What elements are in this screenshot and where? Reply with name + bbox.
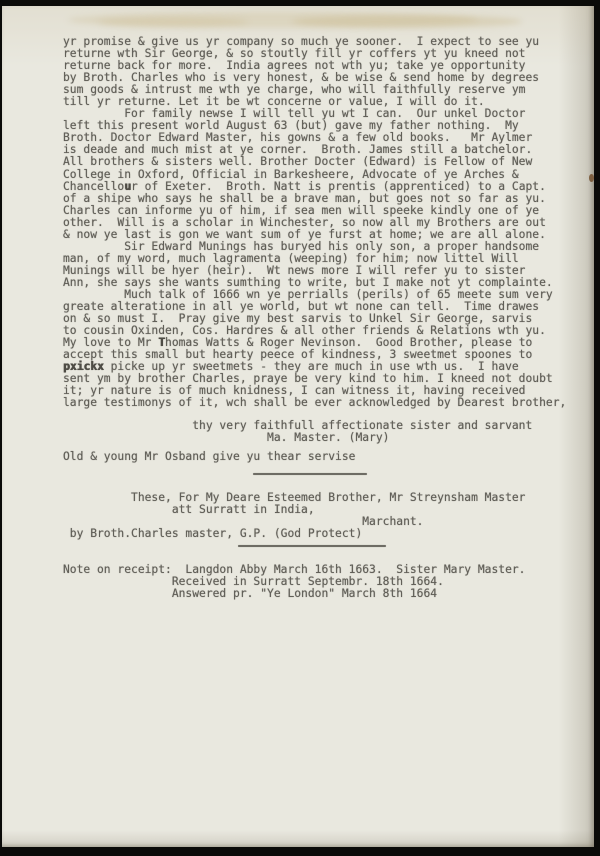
letter-line: to cousin Oxinden, Cos. Hardres & all other friends & Relations wth yu. xyxy=(63,324,546,338)
letter-line: other. Will is a scholar in Winchester, so now all my Brothers are out xyxy=(63,215,546,229)
letter-line: Charles can informe yu of him, if sea men will speeke kindly one of ye xyxy=(63,203,540,217)
receipt-note-block xyxy=(63,564,526,600)
letter-line: it; yr nature is of much knidness, I can witness it, having received xyxy=(63,384,526,398)
overstruck-text: T xyxy=(158,336,166,350)
paper-stain xyxy=(292,15,522,28)
typed-divider xyxy=(253,473,367,475)
letter-line: Munings will be hyer (heir). Wt news more I will refer yu to sister xyxy=(63,263,526,277)
letter-line: Answered pr. "Ye London" March 8th 1664 xyxy=(63,587,438,601)
letter-line: accept this small but hearty peece of kindness, 3 sweetmet spoones to xyxy=(63,348,533,362)
letter-page xyxy=(2,6,594,847)
letter-line: on & so must I. Pray give my best sarvis to Unkel Sir George, sarvis xyxy=(63,312,533,326)
overstruck-text: u xyxy=(124,179,132,193)
letter-line: by Broth. Charles who is very honest, & be wise & send home by degrees xyxy=(63,71,540,85)
letter-line: & now ye last is gon we want sum of ye furst at home; we are all alone. xyxy=(63,227,546,241)
address-block xyxy=(63,492,526,540)
letter-line: Ann, she says she wants sumthing to write, but I make not yt complainte. xyxy=(63,275,553,289)
letter-line: yr promise & give us yr company so much ye sooner. I expect to see yu xyxy=(63,35,540,48)
letter-line: is deade and much mist at ye corner. Broth. James still a batchelor. xyxy=(63,143,533,157)
paper-stain xyxy=(68,12,478,28)
letter-line: Much talk of 1666 wn ye perrialls (perils) of 65 meete sum very xyxy=(63,287,553,301)
letter-line: Note on receipt: Langdon Abby March 16th 1663. Sister Mary Master. xyxy=(63,563,526,576)
letter-body xyxy=(63,36,566,409)
letter-line: For family newse I will tell yu wt I can. Our unkel Doctor xyxy=(63,107,526,121)
letter-line: of a shipe who says he shall be a brave man, but goes not so far as yu. xyxy=(63,191,546,205)
letter-line: College in Oxford, Official in Barkesheere, Advocate of ye Arches & xyxy=(63,167,519,181)
signature-block xyxy=(63,420,532,444)
letter-line: Marchant. xyxy=(63,515,424,529)
letter-line: Sir Edward Munings has buryed his only son, a proper handsome xyxy=(63,239,540,253)
letter-line: All brothers & sisters well. Brother Docter (Edward) is Fellow of New xyxy=(63,155,533,169)
letter-line: returne wth Sir George, & so stoutly fill yr coffers yt yu kneed not xyxy=(63,47,526,61)
postscript-block xyxy=(63,451,355,463)
letter-line: by Broth.Charles master, G.P. (God Protect) xyxy=(63,527,363,541)
letter-line: These, For My Deare Esteemed Brother, Mr Streynsham Master xyxy=(63,491,526,504)
letter-line: Old & young Mr Osband give yu thear servise xyxy=(63,450,356,463)
letter-line: Received in Surratt Septembr. 18th 1664. xyxy=(63,575,444,589)
typed-divider xyxy=(238,545,386,547)
letter-line: man, of my word, much lagramenta (weeping) for him; now littel Will xyxy=(63,251,519,265)
letter-line: Ma. Master. (Mary) xyxy=(63,431,390,445)
letter-line: sent ym by brother Charles, praye be very kind to him. I kneed not doubt xyxy=(63,372,553,386)
letter-line: Broth. Doctor Edward Master, his gowns & a few old books. Mr Aylmer xyxy=(63,131,533,145)
letter-line: sum goods & intrust me wth ye charge, who will faithfully reserve ym xyxy=(63,83,526,97)
letter-line: thy very faithfull affectionate sister and sarvant xyxy=(63,419,533,432)
letter-line: Chancellour of Exeter. Broth. Natt is prentis (apprenticed) to a Capt. xyxy=(63,179,546,193)
overstruck-text: pxickx xyxy=(63,360,104,374)
letter-line: till yr returne. Let it be wt concerne or value, I will do it. xyxy=(63,95,485,109)
letter-line: large testimonys of it, wch shall be ever acknowledged by Dearest brother, xyxy=(63,396,567,410)
letter-line: greate alteratione in all ye world, but wt none can tell. Time drawes xyxy=(63,300,540,314)
letter-line: att Surratt in India, xyxy=(63,503,315,517)
paper-stain xyxy=(98,17,248,27)
letter-line: pxickx picke up yr sweetmets - they are much in use wth us. I have xyxy=(63,360,519,374)
letter-line: My love to Mr Thomas Watts & Roger Nevinson. Good Brother, please to xyxy=(63,336,533,350)
letter-line: returne back for more. India agrees not wth yu; take ye opportunity xyxy=(63,59,526,73)
letter-line: left this present world August 63 (but) gave my father nothing. My xyxy=(63,119,519,133)
page-edge-mark xyxy=(589,174,594,182)
